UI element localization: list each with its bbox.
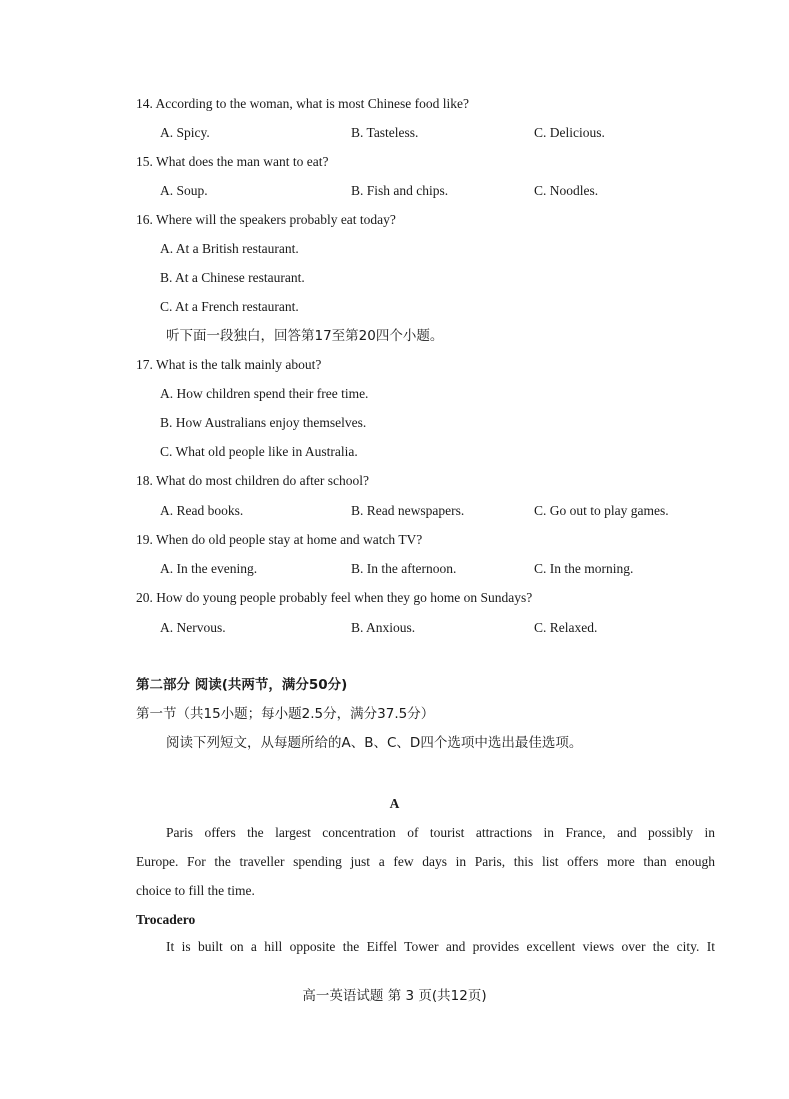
passage-label: A [389,796,400,811]
question-stem: 16. Where will the speakers probably eat today? [136,212,396,227]
option-a: A. In the evening. [160,561,258,576]
option-a: A. Spicy. [160,125,210,140]
option-c: C. Relaxed. [534,620,598,635]
option-c: C. Go out to play games. [534,503,669,518]
option-b: B. Fish and chips. [351,183,449,198]
question-stem: 17. What is the talk mainly about? [136,357,322,372]
option-c: C. In the morning. [534,561,634,576]
option-b: B. At a Chinese restaurant. [160,270,305,285]
passage-line: It is built on a hill opposite the Eiffel Tower and provides excellent views over the city. It [166,939,715,954]
section1-heading: 第一节（共15小题；每小题2.5分，满分37.5分） [136,706,435,722]
option-a: A. Nervous. [160,620,226,635]
option-c: C. Delicious. [534,125,605,140]
page-footer: 高一英语试题 第 3 页(共12页) [302,988,487,1004]
monologue-instruction: 听下面一段独白，回答第17至第20四个小题。 [166,328,444,344]
reading-instruction: 阅读下列短文，从每题所给的A、B、C、D四个选项中选出最佳选项。 [166,735,583,751]
option-a: A. Read books. [160,503,244,518]
option-b: B. Read newspapers. [351,503,465,518]
question-stem: 19. When do old people stay at home and watch TV? [136,532,423,547]
option-a: A. How children spend their free time. [160,386,369,401]
option-b: B. In the afternoon. [351,561,457,576]
option-b: B. Anxious. [351,620,416,635]
option-b: B. How Australians enjoy themselves. [160,415,367,430]
question-stem: 20. How do young people probably feel when they go home on Sundays? [136,590,533,605]
part2-heading: 第二部分 阅读(共两节，满分50分) [136,677,348,693]
option-c: C. What old people like in Australia. [160,444,358,459]
question-stem: 14. According to the woman, what is most Chinese food like? [136,96,469,111]
question-stem: 18. What do most children do after school? [136,473,369,488]
option-c: C. At a French restaurant. [160,299,299,314]
passage-line: Europe. For the traveller spending just a few days in Paris, this list offers more than enough [136,854,715,869]
option-b: B. Tasteless. [351,125,419,140]
option-c: C. Noodles. [534,183,599,198]
passage-line: choice to fill the time. [136,883,255,898]
option-a: A. At a British restaurant. [160,241,299,256]
passage-line: Paris offers the largest concentration of tourist attractions in France, and possibly in [166,825,715,840]
subheading: Trocadero [136,912,196,927]
question-stem: 15. What does the man want to eat? [136,154,329,169]
option-a: A. Soup. [160,183,208,198]
